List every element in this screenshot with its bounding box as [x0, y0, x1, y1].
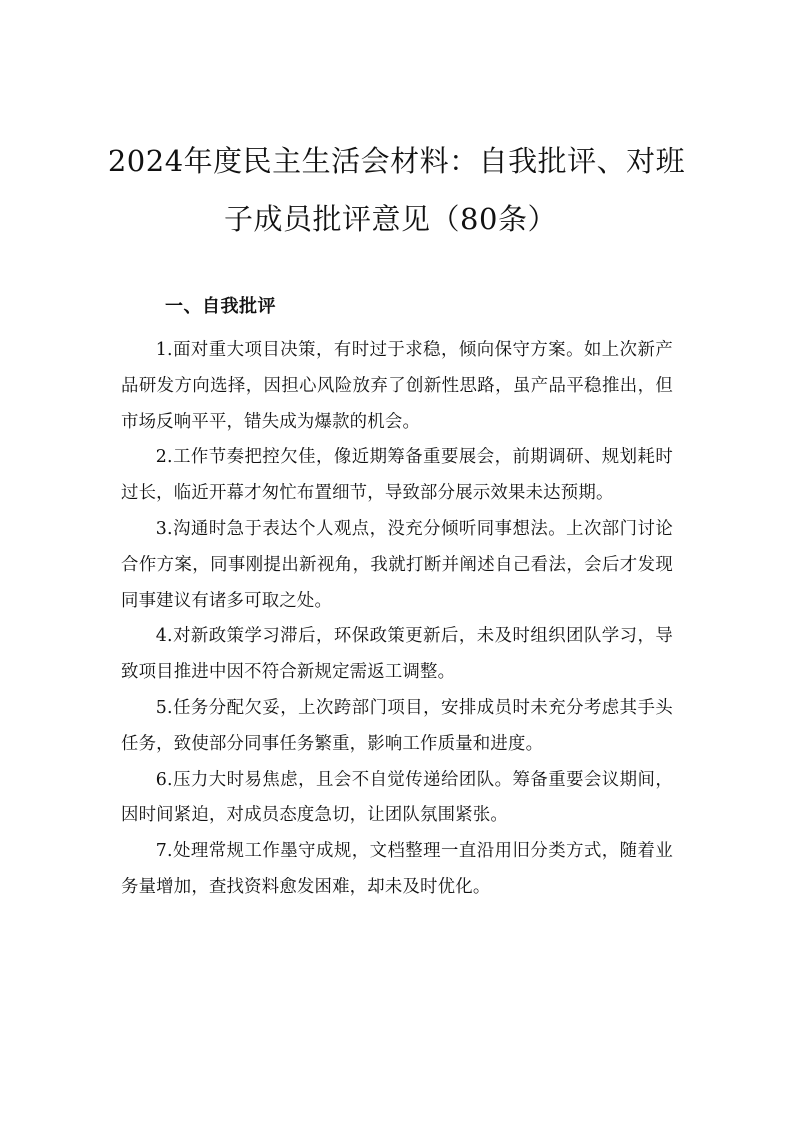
document-title-line-2: 子成员批评意见（80条） [224, 202, 557, 236]
section-heading: 一、自我批评 [165, 296, 276, 317]
paragraph-1: 1.面对重大项目决策，有时过于求稳，倾向保守方案。如上次新产品研发方向选择，因担心风险放弃了创新性思路，虽产品平稳推出，但市场反响平平，错失成为爆款的机会。 [121, 340, 673, 432]
paragraph-3: 3.沟通时急于表达个人观点，没充分倾听同事想法。上次部门讨论合作方案，同事刚提出新视角，我就打断并阐述自己看法，会后才发现同事建议有诸多可取之处。 [121, 518, 673, 611]
paragraph-6: 6.压力大时易焦虑，且会不自觉传递给团队。筹备重要会议期间，因时间紧迫，对成员态度急切，让团队氛围紧张。 [121, 769, 673, 826]
document-body [121, 333, 673, 906]
paragraph-5: 5.任务分配欠妥，上次跨部门项目，安排成员时未充分考虑其手头任务，致使部分同事任务繁重，影响工作质量和进度。 [121, 697, 673, 754]
paragraph-4: 4.对新政策学习滞后，环保政策更新后，未及时组织团队学习，导致项目推进中因不符合新规定需返工调整。 [121, 626, 673, 683]
document-title-line-1: 2024年度民主生活会材料：自我批评、对班 [107, 144, 686, 178]
paragraph-2: 2.工作节奏把控欠佳，像近期筹备重要展会，前期调研、规划耗时过长，临近开幕才匆忙布置细节，导致部分展示效果未达预期。 [121, 447, 673, 504]
paragraph-7: 7.处理常规工作墨守成规，文档整理一直沿用旧分类方式，随着业务量增加，查找资料愈发困难，却未及时优化。 [121, 841, 673, 897]
